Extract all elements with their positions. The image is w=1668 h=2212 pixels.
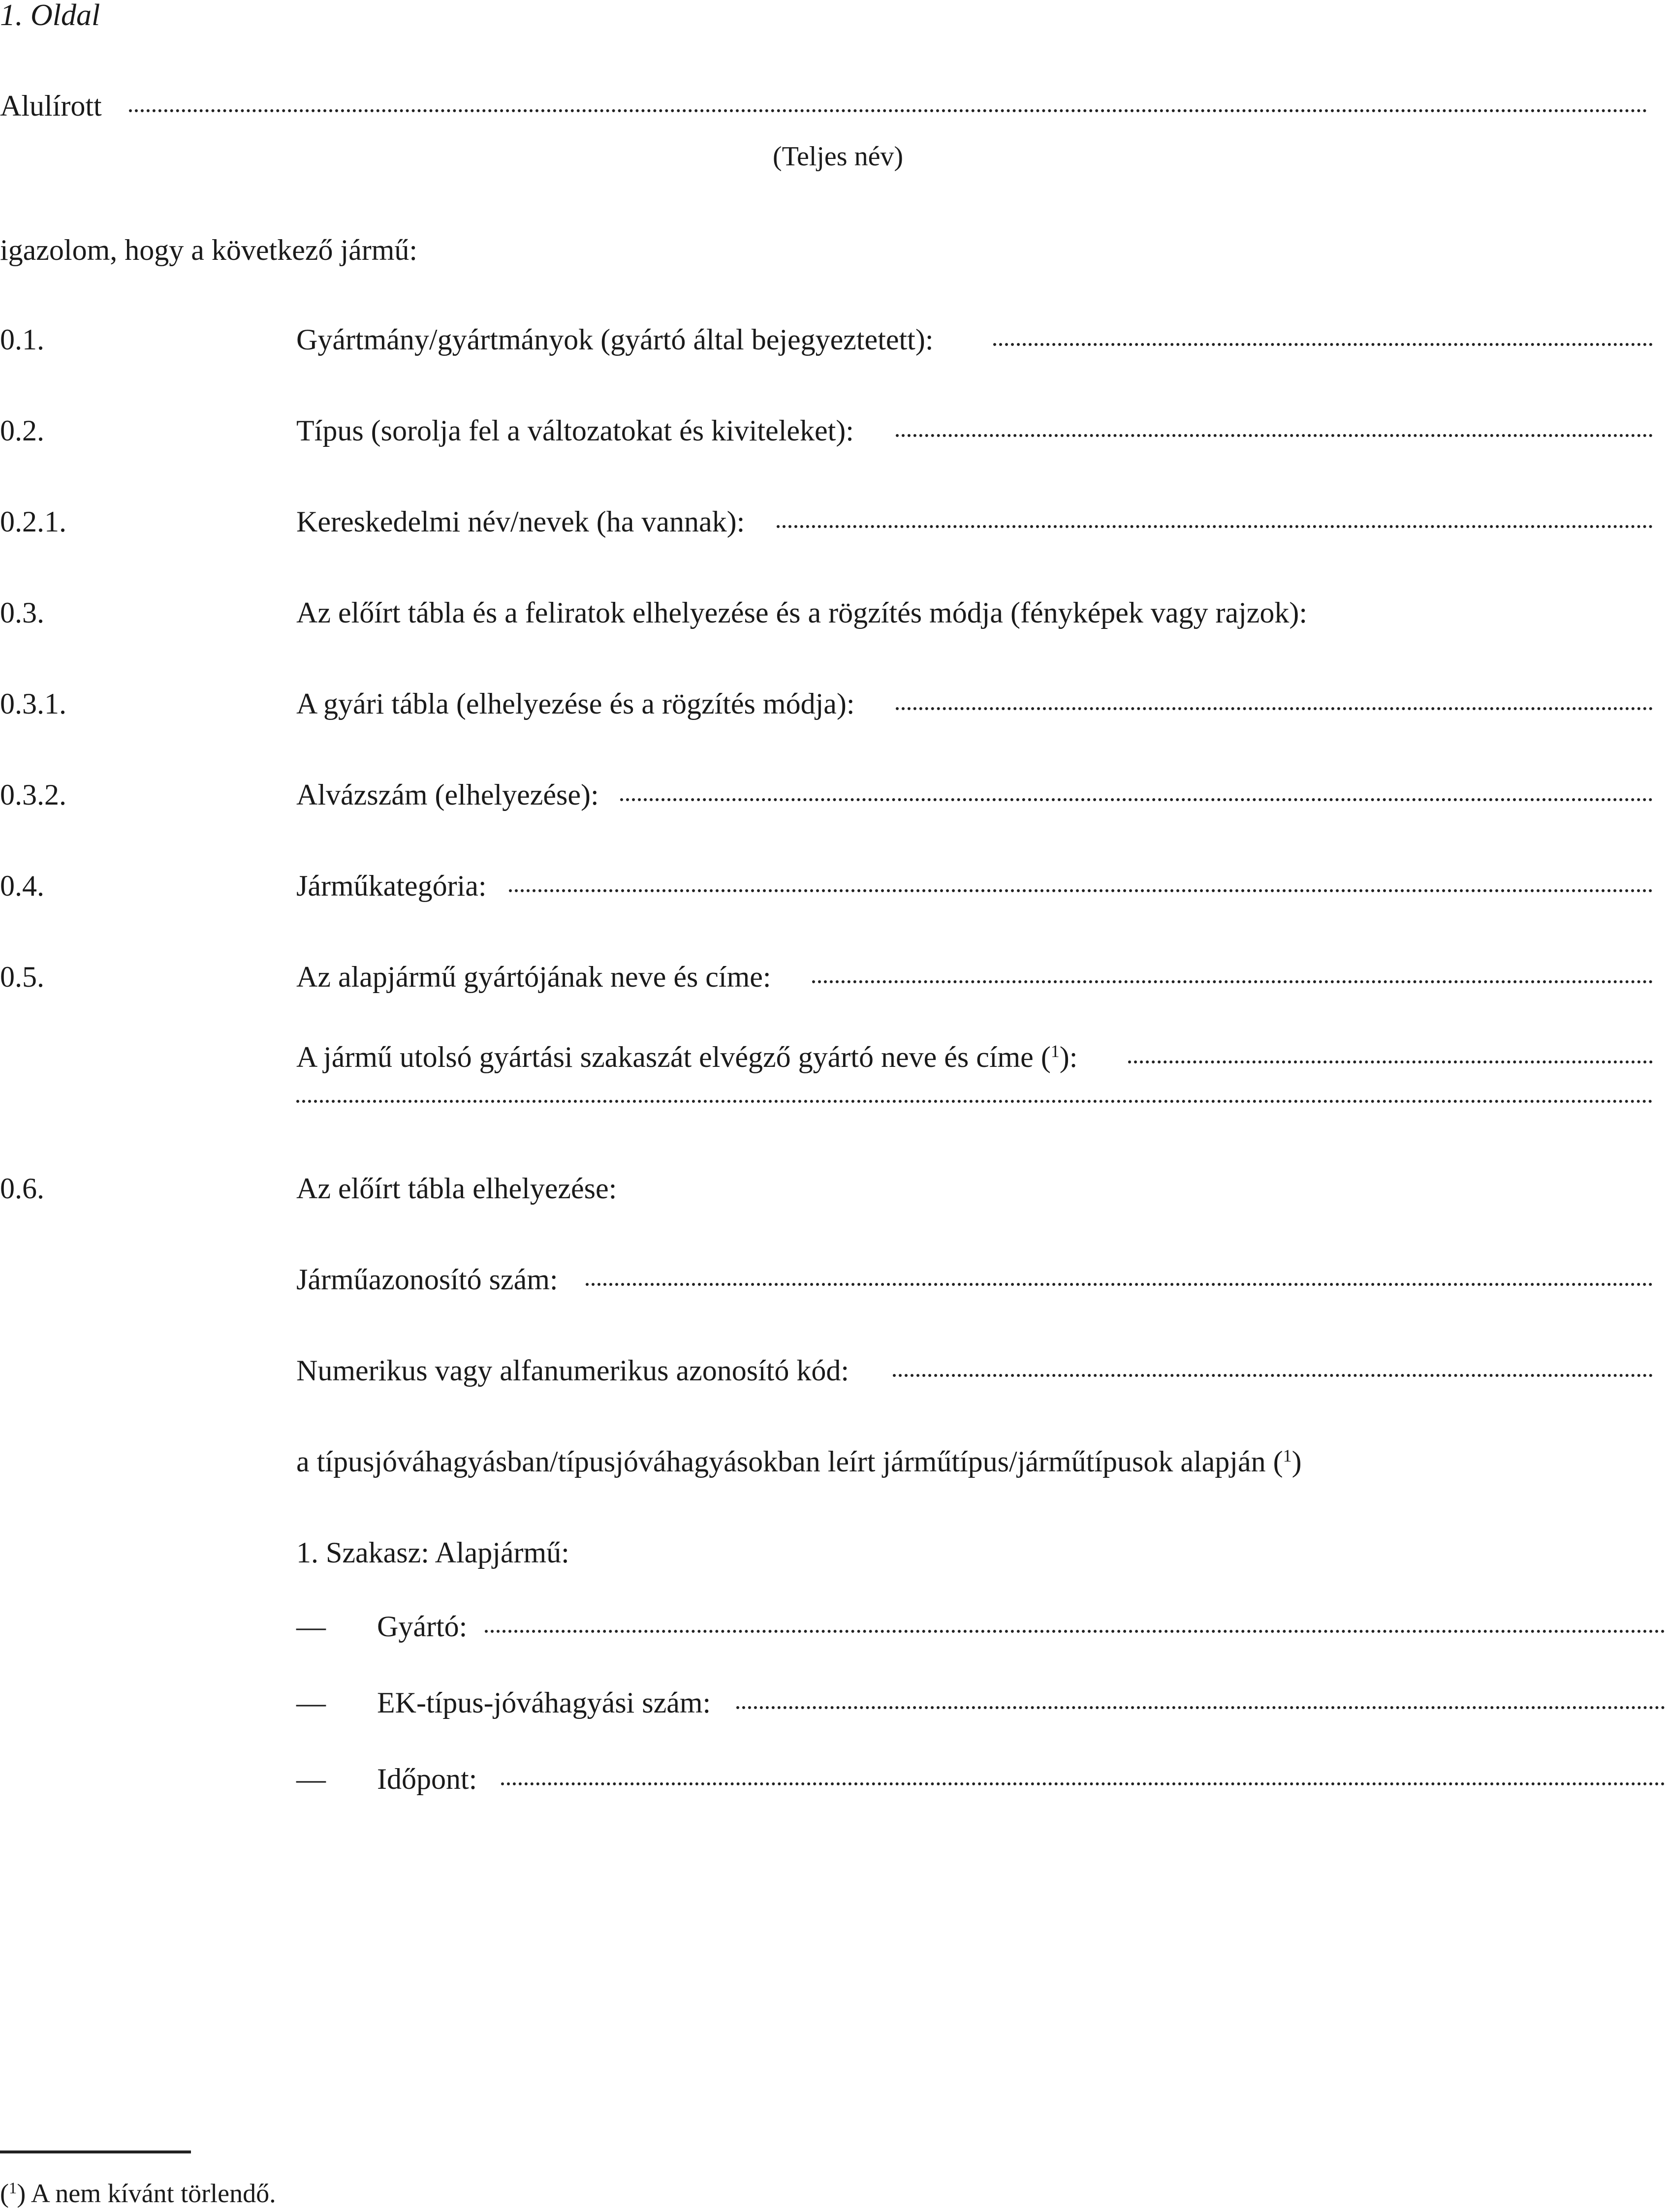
- final-manufacturer-field[interactable]: [1128, 1060, 1653, 1063]
- item-number: 0.3.: [0, 596, 44, 629]
- vin-label: Járműazonosító szám:: [296, 1263, 558, 1296]
- item-label: Az alapjármű gyártójának neve és címe:: [296, 961, 771, 993]
- item-number: 0.1.: [0, 323, 44, 356]
- approval-number-field[interactable]: [736, 1706, 1665, 1709]
- approval-number-label: EK-típus-jóváhagyási szám:: [377, 1686, 711, 1719]
- full-name-field[interactable]: [129, 109, 1647, 112]
- footnote-rule: [0, 2150, 191, 2153]
- item-number: 0.3.2.: [0, 779, 66, 811]
- type-field[interactable]: [896, 434, 1653, 437]
- item-label: Alvázszám (elhelyezése):: [296, 779, 599, 811]
- item-label: A gyári tábla (elhelyezése és a rögzítés módja):: [296, 687, 855, 720]
- full-name-caption: (Teljes név): [773, 141, 904, 172]
- makes-field[interactable]: [993, 343, 1653, 346]
- item-number: 0.2.: [0, 414, 44, 447]
- list-dash: —: [296, 1763, 326, 1795]
- commercial-name-field[interactable]: [777, 525, 1653, 528]
- item-label: Kereskedelmi név/nevek (ha vannak):: [296, 505, 745, 538]
- item-number: 0.2.1.: [0, 505, 66, 538]
- base-manufacturer-field[interactable]: [812, 980, 1653, 983]
- footnote: ($^1$) A nem kívánt törlendő.: [0, 2179, 276, 2208]
- intro-text: igazolom, hogy a következő jármű:: [0, 234, 418, 266]
- footnote-ref: 1: [1283, 1446, 1292, 1466]
- vehicle-category-field[interactable]: [509, 889, 1653, 892]
- item-number: 0.4.: [0, 870, 44, 902]
- item-label: Az előírt tábla és a feliratok elhelyezése és a rögzítés módja (fényképek vagy rajzok):: [296, 596, 1308, 629]
- item-label: Járműkategória:: [296, 870, 487, 902]
- id-code-field[interactable]: [893, 1374, 1653, 1377]
- chassis-number-field[interactable]: [620, 798, 1653, 801]
- manufacturer-label: Gyártó:: [377, 1610, 468, 1643]
- id-code-label: Numerikus vagy alfanumerikus azonosító kód:: [296, 1354, 850, 1387]
- item-label: Az előírt tábla elhelyezése:: [296, 1172, 617, 1205]
- type-approval-basis: a típusjóváhagyásban/típusjóváhagyásokban leírt járműtípus/járműtípusok alapján ($^1$): [296, 1445, 1302, 1478]
- date-field[interactable]: [501, 1782, 1665, 1785]
- footnote-ref: 1: [1050, 1041, 1060, 1061]
- final-stage-manufacturer-label: A jármű utolsó gyártási szakaszát elvégző gyártó neve és címe ($^1$):: [296, 1041, 1078, 1073]
- plate-location-field[interactable]: [896, 707, 1653, 710]
- declaration-label: Alulírott: [0, 90, 102, 122]
- item-number: 0.5.: [0, 961, 44, 993]
- manufacturer-field[interactable]: [485, 1630, 1665, 1633]
- item-number: 0.6.: [0, 1172, 44, 1205]
- item-label: Gyártmány/gyártmányok (gyártó által bejegyeztetett):: [296, 323, 934, 356]
- final-manufacturer-field-line2[interactable]: [296, 1100, 1653, 1103]
- page-heading: 1. Oldal: [0, 0, 100, 32]
- item-number: 0.3.1.: [0, 687, 66, 720]
- stage-title: 1. Szakasz: Alapjármű:: [296, 1536, 569, 1569]
- date-label: Időpont:: [377, 1763, 477, 1795]
- list-dash: —: [296, 1610, 326, 1643]
- item-label: Típus (sorolja fel a változatokat és kiviteleket):: [296, 414, 854, 447]
- list-dash: —: [296, 1686, 326, 1719]
- vin-field[interactable]: [586, 1283, 1653, 1286]
